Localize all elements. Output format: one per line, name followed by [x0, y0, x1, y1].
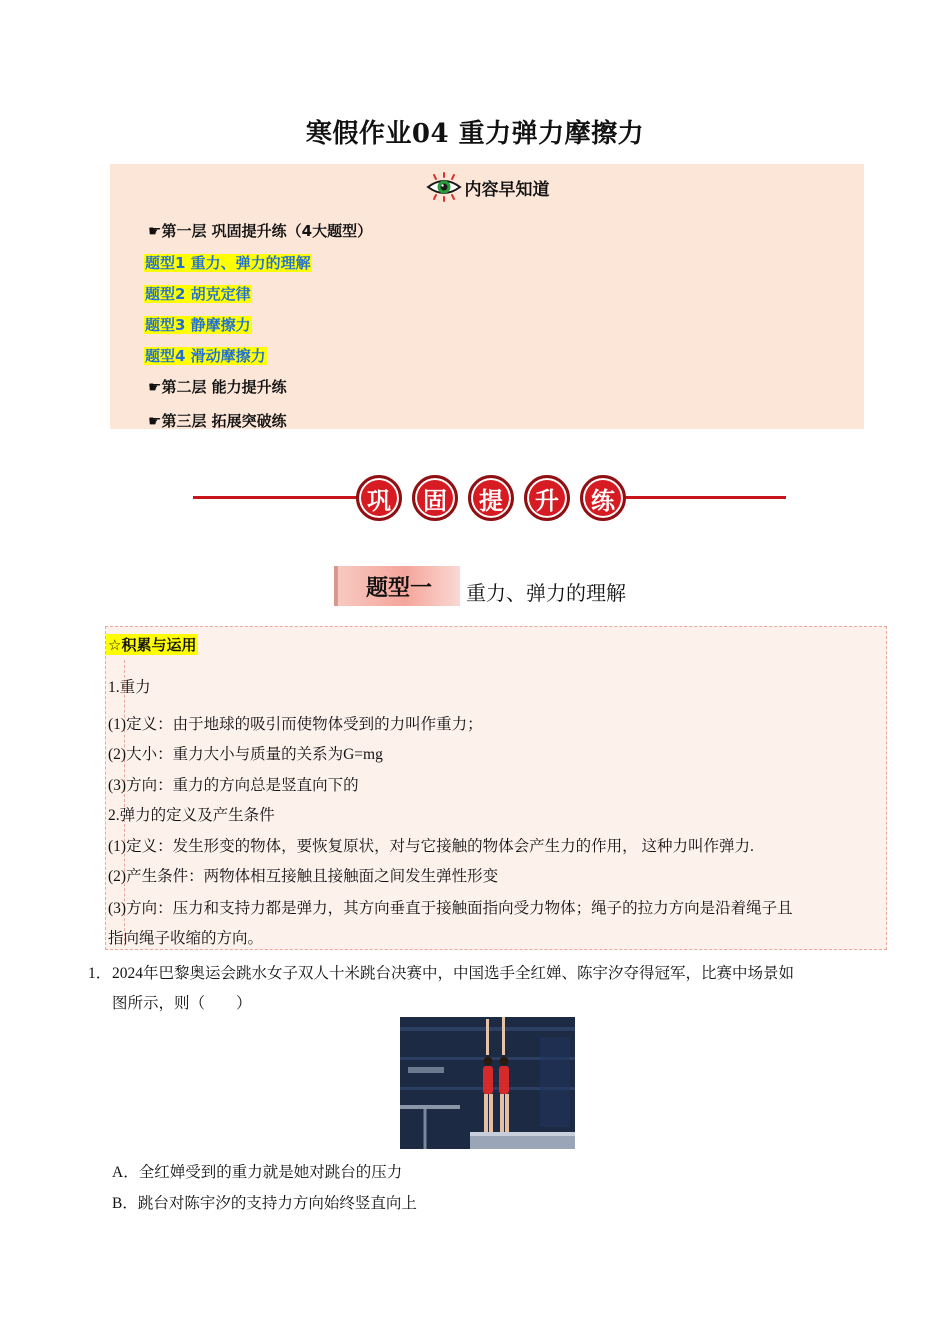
toc-type-4[interactable]: 题型4 滑动摩擦力: [145, 347, 266, 365]
toc-heading-text: 内容早知道: [464, 179, 550, 200]
question-stem: 2024年巴黎奥运会跳水女子双人十米跳台决赛中，中国选手全红婵、陈宇汐夺得冠军，比赛中场景如: [112, 965, 795, 982]
knowledge-line: 1.重力: [108, 679, 151, 696]
toc-type-3[interactable]: 题型3 静摩擦力: [145, 316, 251, 334]
option-a[interactable]: A．全红婵受到的重力就是她对跳台的压力: [112, 1164, 403, 1181]
knowledge-line: 指向绳子收缩的方向。: [108, 930, 264, 947]
banner-line-left: [193, 496, 361, 499]
knowledge-line: 2.弹力的定义及产生条件: [108, 807, 275, 824]
knowledge-line: (2)大小：重力大小与质量的关系为G=mg: [108, 746, 383, 763]
eye-icon: [425, 172, 463, 202]
toc-layer1[interactable]: ☛第一层 巩固提升练（4大题型）: [148, 222, 373, 240]
question-stem-cont: 图所示，则（ ）: [112, 995, 252, 1012]
toc-box: [110, 164, 864, 429]
section-title: 重力、弹力的理解: [466, 581, 626, 605]
toc-layer2[interactable]: ☛第二层 能力提升练: [148, 378, 287, 396]
knowledge-line: (1)定义：由于地球的吸引而使物体受到的力叫作重力；: [108, 716, 483, 733]
banner-line-right: [620, 496, 786, 499]
diving-photo-illustration: [400, 1017, 575, 1149]
knowledge-line: (3)方向：重力的方向总是竖直向下的: [108, 777, 359, 794]
banner-char: 巩: [356, 475, 402, 521]
knowledge-line: (3)方向：压力和支持力都是弹力，其方向垂直于接触面指向受力物体；绳子的拉力方向是沿着绳子且: [108, 900, 793, 917]
question-number: 1．: [88, 965, 112, 982]
toc-type-2[interactable]: 题型2 胡克定律: [145, 285, 251, 303]
banner-char: 练: [580, 475, 626, 521]
knowledge-line: (1)定义：发生形变的物体，要恢复原状，对与它接触的物体会产生力的作用， 这种力叫作弹力.: [108, 838, 754, 855]
banner-char: 固: [412, 475, 458, 521]
banner-char: 提: [468, 475, 514, 521]
knowledge-line: (2)产生条件：两物体相互接触且接触面之间发生弹性形变: [108, 868, 499, 885]
option-b[interactable]: B．跳台对陈宇汐的支持力方向始终竖直向上: [112, 1195, 417, 1212]
knowledge-heading: ☆积累与运用: [108, 636, 197, 654]
toc-type-1[interactable]: 题型1 重力、弹力的理解: [145, 254, 311, 272]
toc-heading: [110, 172, 864, 202]
section-label: 题型一: [334, 566, 460, 606]
banner: [356, 475, 626, 521]
diving-photo: [400, 1017, 575, 1149]
toc-layer3[interactable]: ☛第三层 拓展突破练: [148, 412, 287, 430]
banner-char: 升: [524, 475, 570, 521]
document-title: 寒假作业04 重力弹力摩擦力: [305, 119, 645, 149]
